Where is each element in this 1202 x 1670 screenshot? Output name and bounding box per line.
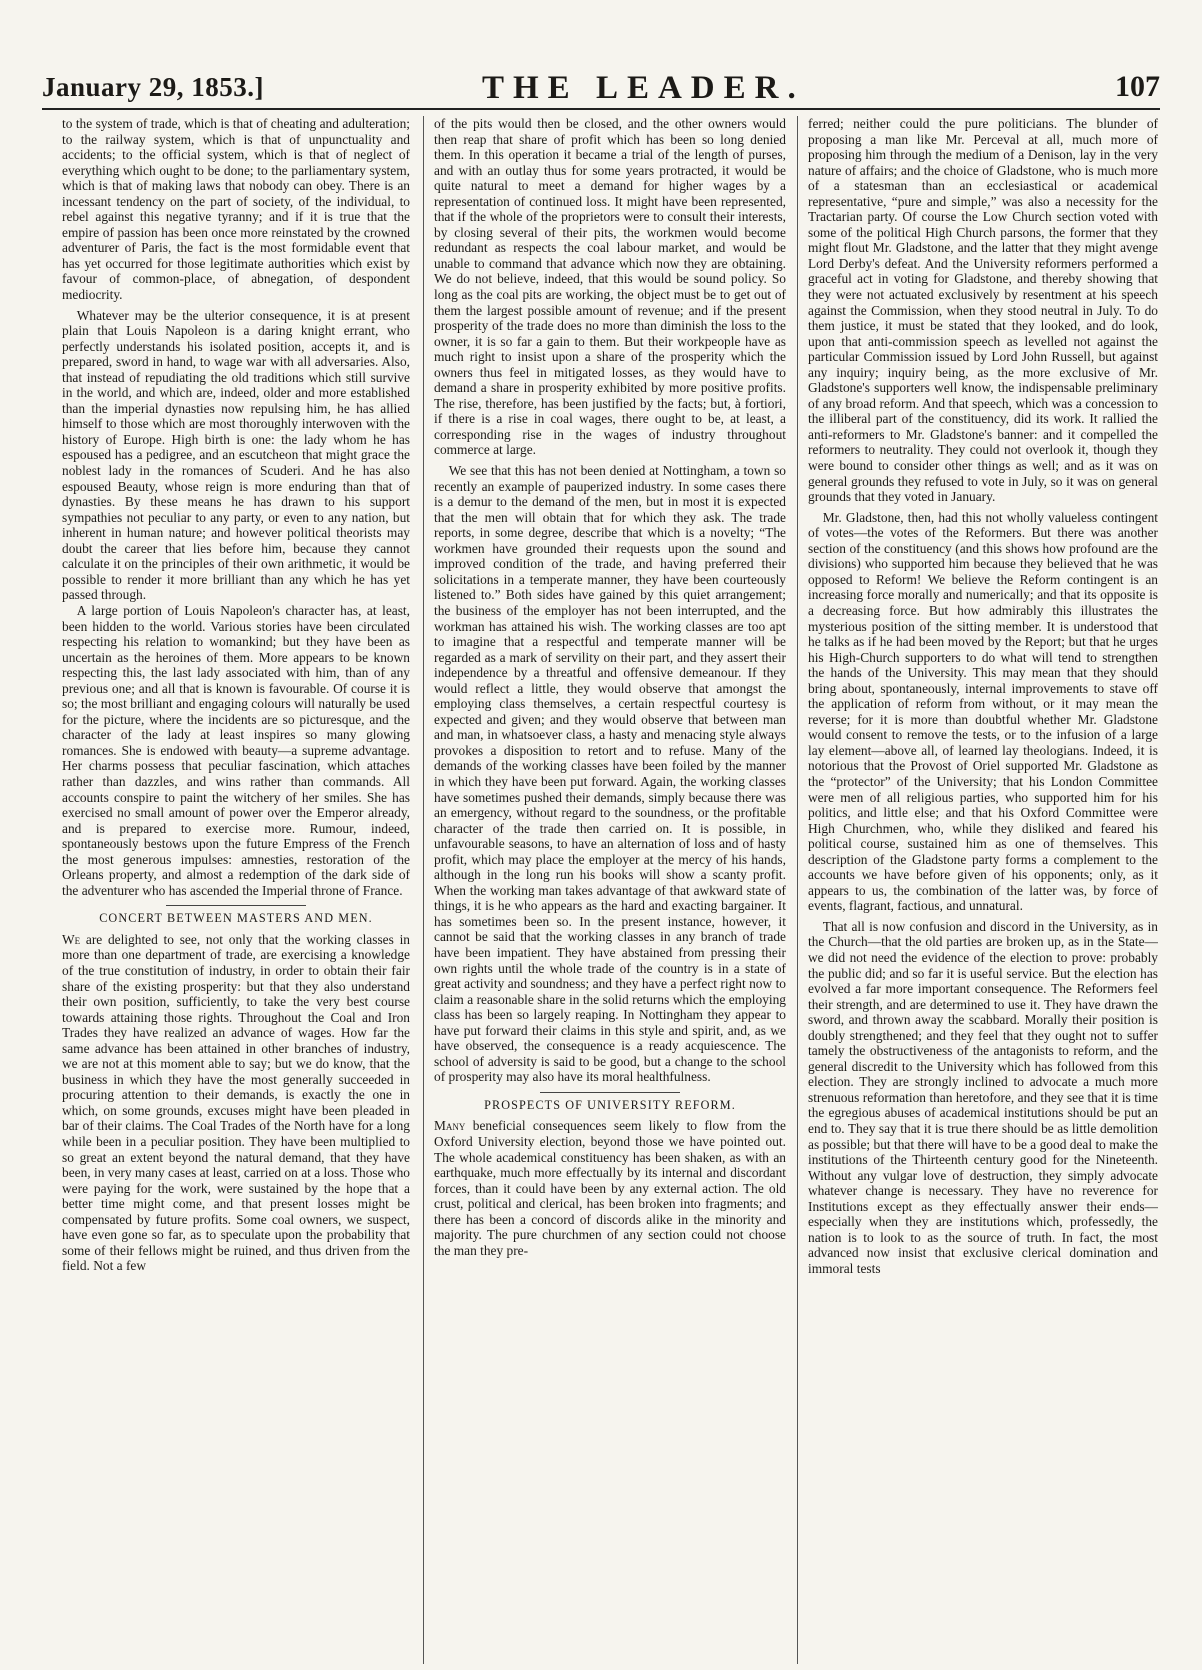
masthead-rule bbox=[42, 108, 1160, 110]
paragraph: We see that this has not been denied at Nottingham, a town so recently an example of pauperized industry. In some cases there is a demur to the demand of the men, but in most it is expected that the men will obtain that for which they ask. The trade reports, in some degree, describe that which is a novelty; “The workmen have grounded their requests upon the sound and improved condition of the trade, and having preferred their solicitations in a temperate manner, they have been courteously listened to.” Both sides have gained by this quiet arrangement; the business of the employer has not been interrupted, and the workman has attained his wish. The working classes are too apt to imagine that a respectful and temperate manner will be regarded as a mark of servility on their part, and they assert their independence by a threatful and offensive demeanour. If they would reflect a little, they would observe that amongst the employing class themselves, a certain respectful courtesy is expected and given; and they would observe that between man and man, in whatsoever class, a hasty and menacing style always provokes a disposition to retort and to refuse. Many of the demands of the working classes have been foiled by the manner in which they have been put forward. Again, the working classes have sometimes pushed their demands, simply because there was an emergency, without regard to the soundness, or the profitable character of the trade then carried on. It is possible, in unfavourable seasons, to have an alternation of loss and of hasty profit, which may place the employer at the mercy of his hands, although in the long run his books will show a scanty profit. When the working man takes advantage of that awkward state of things, it is he who appears as the hard and exacting bargainer. It has sometimes been so. In the present instance, however, it cannot be said that the working classes in any branch of trade have been impatient. They have abstained from pressing their own rights until the whole trade of the country is in a state of great activity and soundness; and they have a perfect right now to claim a reasonable share in the solid returns which the employing class has been so largely reaping. In Nottingham they appear to have put forward their claims in this style and spirit, and, as we have observed, the consequence is a ready acquiescence. The school of adversity is said to be good, but a change to the school of prosperity may also have its moral healthfulness. bbox=[434, 463, 786, 1085]
paragraph bbox=[434, 1118, 786, 1258]
paragraph: to the system of trade, which is that of cheating and adulteration; to the railway system, which is that of unpunctuality and accidents; to the official system, which is that of neglect of everything which ought to be done; to the parliamentary system, which is that of making laws that nobody can obey. There is an incessant tendency on the part of society, of the individual, to rebel against this negative tyranny; and if it is true that the empire of passion has been once more reinstated by the crowned adventurer of Paris, the fact is the most formidable event that has yet occurred for those legitimate authorities which exist by favour of common-place, of abnegation, of despondent mediocrity. bbox=[62, 116, 410, 303]
paragraph: ferred; neither could the pure politicians. The blunder of proposing a man like Mr. Perceval at all, much more of proposing him through the medium of a Denison, lay in the very nature of affairs; and the choice of Gladstone, who is much more of a statesman than an ecclesiastical or academical representative, “pure and simple,” was also a necessity for the Tractarian party. Of course the Low Church section voted with some of the political High Church parsons, the former that they might flout Mr. Gladstone, and the latter that they might avenge Lord Derby's defeat. And the University reformers performed a graceful act in voting for Gladstone, and thereby showing that they were not actuated exclusively by resentment at his speech against the Commission, when they stood neutral in July. To do them justice, it must be stated that they looked, and do look, upon that anti-commission speech as levelled not against the particular Commission issued by Lord John Russell, but against any inquiry; inquiry being, as the more exclusive of Mr. Gladstone's supporters well know, the indispensable preliminary of any broad reform. And that speech, which was a concession to the illiberal part of the constituency, did its work. It rallied the anti-reformers to Mr. Gladstone's banner: and it compelled the reformers to neutrality. They could not overlook it, though they were bound to consider other things as well; and as it was on general grounds they refused to vote in July, so it was on general grounds that they voted in January. bbox=[808, 116, 1158, 505]
column-2 bbox=[434, 116, 786, 1664]
dropcap-word: We bbox=[62, 931, 81, 947]
paragraph: Mr. Gladstone, then, had this not wholly valueless contingent of votes—the votes of the Reformers. But there was another section of the constituency (and this shows how profound are the divisions) who supported him because they believed that he was opposed to Reform! We believe the Reform contingent is an increasing force morally and numerically; and that its opposite is a decreasing force. But how admirably this illustrates the mysterious position of the sitting member. It is understood that he talks as if he had been moved by the Report; but that he urges his High-Church supporters to do what will tend to strengthen the hands of the University. This may mean that they should bring about, spontaneously, internal improvements to stave off the application of reform from without, or it may mean the reverse; for it is more than doubtful whether Mr. Gladstone would consent to remove the tests, or to the infusion of a large lay element—above all, of learned lay theologians. Indeed, it is notorious that the Provost of Oriel supported Mr. Gladstone as the “protector” of the University; that his London Committee were men of all religious parties, who supported him for his politics, and little else; and that his Oxford Committee were High Churchmen, who, while they disliked and feared his political course, sustained him as one of themselves. This description of the Gladstone party forms a complement to the accounts we have before given of his opponents; only, as it appears to us, the combination of the latter was, by force of events, flagrant, factious, and unnatural. bbox=[808, 509, 1158, 914]
paragraph-text: are delighted to see, not only that the working classes in more than one department of trade, are exercising a knowledge of the true constitution of industry, in order to obtain their fair share of the existing prosperity: but that they also understand their own position, sufficiently, to take the very best course towards attaining those rights. Throughout the Coal and Iron Trades they have realized an advance of wages. How far the same advance has been attained in other branches of industry, we are not at this moment able to say; but we do know, that the business in which they have the most generally succeeded in procuring attention to their demands, is exactly the one in which, on some grounds, excuses might have been pleaded in bar of their claims. The Coal Trades of the North have for a long while been in a peculiar position. They have been multiplied to so great an extent beyond the natural demand, that they have been, in very many cases at least, carried on at a loss. Those who were paying for the work, were sustained by the hope that a better time might come, and that present losses might be compensated by future profits. Some coal owners, we suspect, have even gone so far, as to speculate upon the probability that some of their fellows might be ruined, and thus driven from the field. Not a few bbox=[62, 931, 410, 1274]
paragraph: Whatever may be the ulterior consequence, it is at present plain that Louis Napoleon is a daring knight errant, who perfectly understands his isolated position, accepts it, and is prepared, sword in hand, to wage war with all adversaries. Also, that instead of repudiating the old traditions which still survive in the world, and which are, indeed, older and more established than the imperial dynasties now repulsing him, he has allied himself to those which are most thoroughly interwoven with the history of Europe. High birth is one: the lady whom he has espoused has a pedigree, and an escutcheon that might grace the noblest lady in the romances of Scuderi. And he has also espoused Beauty, whose reign is more enduring than that of dynasties. By these means he has drawn to his support sympathies not peculiar to any party, or even to any nation, but inherent in human nature; and however political theorists may doubt the career that lies before him, because they cannot calculate it on the principles of their own arithmetic, it would be possible to render it more brilliant than any which he has yet passed through. bbox=[62, 307, 410, 603]
dropcap-word: Many bbox=[434, 1118, 466, 1134]
section-rule bbox=[540, 1092, 680, 1093]
section-rule bbox=[166, 905, 306, 906]
paragraph: of the pits would then be closed, and the other owners would then reap that share of profit which has been so long denied them. In this operation it became a trial of the length of purses, and with an outlay thus for some years protracted, it would be quite natural to meet a demand for higher wages by a representation of continued loss. It might have been represented, that if the whole of the proprietors were to consult their interests, by closing several of their pits, the workmen would become redundant as respects the coal labour market, and would be unable to command that advance which now they are obtaining. We do not believe, indeed, that this would be sound policy. So long as the coal pits are working, the object must be to get out of them the largest possible amount of revenue; and if the present prosperity of the trade does no more than diminish the loss to the owner, it is so far a gain to them. But their workpeople have as much right to insist upon a share of the prosperity which the owners thus feel in mitigated losses, as they would have to demand a share in prosperity exhibited by more positive profits. The rise, therefore, has been justified by the facts; but, à fortiori, if there is a rise in coal wages, there ought to be, at least, a corresponding rise in the wages of industry throughout commerce at large. bbox=[434, 116, 786, 458]
paragraph-text: beneficial consequences seem likely to flow from the Oxford University election, beyond those we have pointed out. The whole academical constituency has been shaken, as with an earthquake, much more effectually by its internal and discordant forces, than it could have been by any external action. The old crust, political and clerical, has been broken into fragments; and there has been a concord of discords alike in the minority and majority. The pure churchmen of any section could not choose the man they pre- bbox=[434, 1118, 786, 1258]
paragraph bbox=[62, 932, 410, 1274]
column-3 bbox=[808, 116, 1158, 1664]
paragraph: A large portion of Louis Napoleon's character has, at least, been hidden to the world. Various stories have been circulated respecting his relation to womankind; but they have been as uncertain as the heroines of them. More appears to be known respecting this, the last lady associated with him, than of any previous one; and all that is known is favourable. Of course it is so; the most brilliant and engaging colours will naturally be used for the picture, where the incidents are so picturesque, and the character of the lady at least inspires so many glowing romances. She is endowed with beauty—a supreme advantage. Her charms possess that peculiar fascination, which attaches rather than dazzles, and wins rather than commands. All accounts conspire to paint the witchery of her smiles. She has exercised no small amount of power over the Emperor already, and is prepared to exercise more. Rumour, indeed, spontaneously bestows upon the future Empress of the French the most generous impulses: amnesties, restoration of the Orleans property, and almost a redemption of the dark side of the adventurer who has ascended the Imperial throne of France. bbox=[62, 602, 410, 898]
article-heading: CONCERT BETWEEN MASTERS AND MEN. bbox=[99, 911, 373, 926]
newspaper-title: THE LEADER. bbox=[482, 70, 805, 106]
issue-date: January 29, 1853.] bbox=[42, 72, 265, 102]
masthead bbox=[42, 64, 1160, 110]
paragraph: That all is now confusion and discord in the University, as in the Church—that the old parties are broken up, as in the State—we did not need the evidence of the election to prove: probably the public did; and so far it is useful service. But the election has evolved a far more important consequence. The Reformers feel their strength, and are determined to use it. They have drawn the sword, and thrown away the scabbard. Morally their position is doubly strengthened; and they feel that they ought not to suffer tamely the obstructiveness of the antagonists to reform, and the general discredit to the University which has followed from this election. They are strongly inclined to advocate a much more strenuous reformation than heretofore, and they see that it is time the egregious abuses of academical institutions should be put an end to. They say that it is true there should be as little demolition as possible; but that there will have to be a good deal to make the institutions of the Thirteenth century good for the Nineteenth. Without any vulgar love of destruction, they simply advocate whatever change is necessary. They have no reverence for Institutions except as they effectually answer their ends—especially when they are institutions which, professedly, the nation is to look to as the source of truth. In fact, the most advanced now insist that exclusive clerical domination and immoral tests bbox=[808, 918, 1158, 1276]
column-divider bbox=[423, 116, 424, 1664]
article-heading: PROSPECTS OF UNIVERSITY REFORM. bbox=[484, 1097, 736, 1112]
column-divider bbox=[797, 116, 798, 1664]
column-1 bbox=[62, 116, 410, 1664]
page-number: 107 bbox=[1115, 70, 1160, 103]
